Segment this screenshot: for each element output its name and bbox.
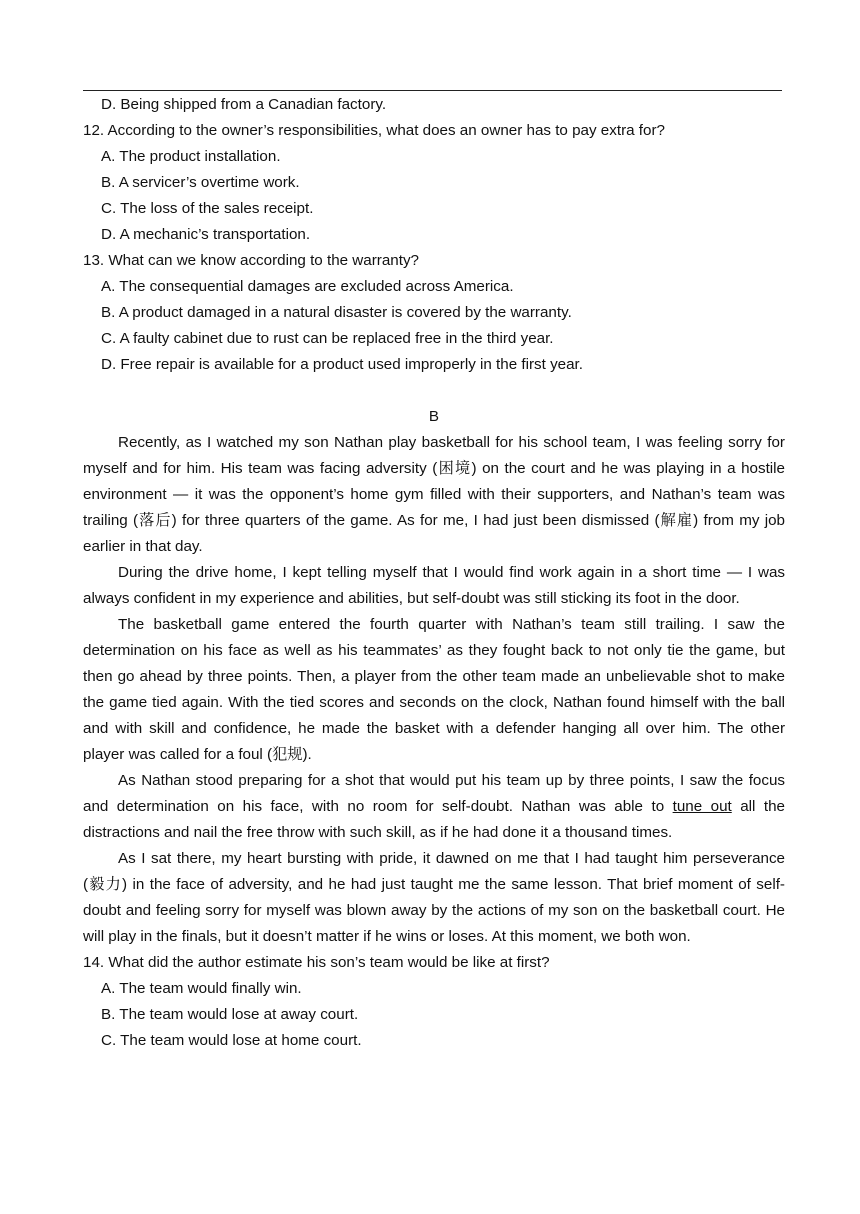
paragraph-4-text-before: As Nathan stood preparing for a shot that would put his team up by three points, I saw the focus and determination on his face, with no room for self-doubt. Nathan was able to — [83, 772, 785, 815]
q13-option-a: A. The consequential damages are excluded across America. — [101, 278, 514, 295]
q13-option-b: B. A product damaged in a natural disaster is covered by the warranty. — [101, 304, 572, 321]
q12-option-c: C. The loss of the sales receipt. — [101, 200, 314, 217]
q12-option-d: D. A mechanic’s transportation. — [101, 226, 311, 243]
passage-paragraph-1: Recently, as I watched my son Nathan play basketball for his school team, I was feeling sorry for myself and for him. His team was facing adversity (困境) on the court and he was playing in a hostile environment — it was the opponent’s home gym filled with their supporters, and Nathan’s team was trailing (落后) for three quarters of the game. As for me, I had just been dismissed (解雇) from my job earlier in that day. — [83, 434, 785, 555]
q13-option-c: C. A faulty cabinet due to rust can be replaced free in the third year. — [101, 330, 554, 347]
passage-paragraph-5: As I sat there, my heart bursting with pride, it dawned on me that I had taught him perseverance (毅力) in the face of adversity, and he had just taught me the same lesson. That brief moment of self-doubt and feeling sorry for myself was blown away by the actions of my son on the basketball court. He will play in the finals, but it doesn’t matter if he wins or loses. At this moment, we both won. — [83, 850, 785, 945]
q14-question: 14. What did the author estimate his son’s team would be like at first? — [83, 954, 550, 971]
q12-option-a: A. The product installation. — [101, 148, 281, 165]
passage-paragraph-4 — [83, 768, 785, 846]
q14-option-c: C. The team would lose at home court. — [101, 1032, 362, 1049]
passage-paragraph-2: During the drive home, I kept telling myself that I would find work again in a short time — I was always confident in my experience and abilities, but self-doubt was still sticking its foot in the door. — [83, 564, 785, 607]
paragraph-4-text-after: all the distractions and nail the free throw with such skill, as if he had done it a thousand times. — [83, 798, 785, 841]
section-heading: B — [428, 408, 440, 425]
q12-question: 12. According to the owner’s responsibilities, what does an owner has to pay extra for? — [83, 122, 665, 139]
q14-option-a: A. The team would finally win. — [101, 980, 302, 997]
q12-option-b: B. A servicer’s overtime work. — [101, 174, 300, 191]
q14-option-b: B. The team would lose at away court. — [101, 1006, 359, 1023]
underlined-phrase: tune out — [672, 798, 732, 815]
passage-paragraph-3: The basketball game entered the fourth quarter with Nathan’s team still trailing. I saw the determination on his face as well as his teammates’ as they fought back to not only tie the game, but then go ahead by three points. Then, a player from the other team made an unbelievable shot to make the game tied again. With the tied scores and seconds on the clock, Nathan found himself with the ball and with skill and confidence, he made the basket with a defender hanging all over him. The other player was called for a foul (犯规). — [83, 616, 785, 763]
spacer — [83, 378, 785, 404]
document-body — [83, 92, 785, 1054]
q13-option-d: D. Free repair is available for a product used improperly in the first year. — [101, 356, 583, 373]
q11-option-d: D. Being shipped from a Canadian factory. — [101, 96, 387, 113]
q13-question: 13. What can we know according to the warranty? — [83, 252, 419, 269]
header-rule — [83, 90, 782, 91]
